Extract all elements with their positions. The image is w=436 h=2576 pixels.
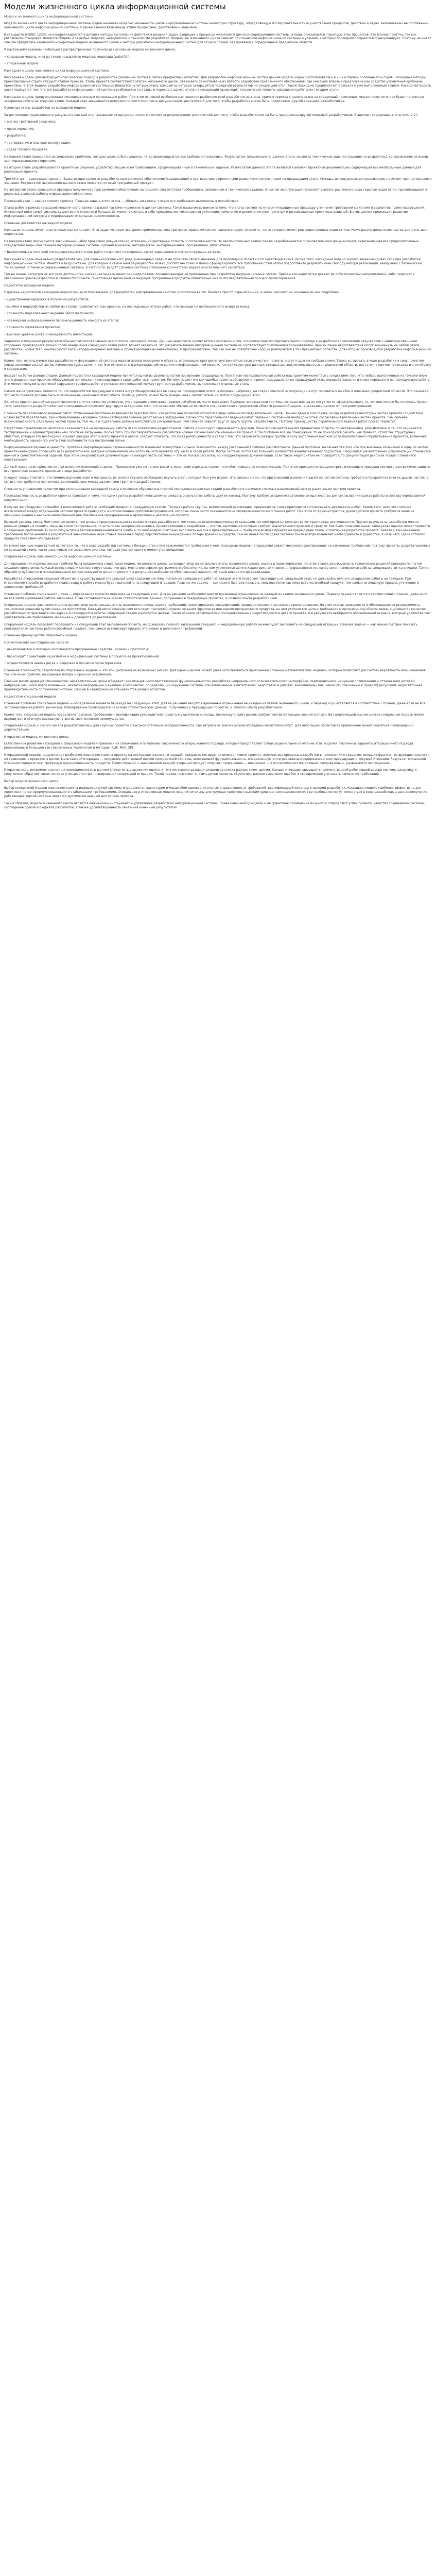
paragraph: На первом этапе проводится исследование проблемы, которая должна быть решена, четко формулируются все требования заказчика. Результатом, полученным на данном этапе, является техническое задание (задание на разработку), согласованное со всеми заинтересованными сторонами.	[4, 155, 428, 163]
paragraph: Последний этап — сдача готового проекта. Главная задача этого этапа — убедить заказчика, что все его требования выполнены в полной мере.	[4, 199, 240, 203]
paragraph: При использовании спиральной модели:	[4, 641, 69, 645]
paragraph: Одной из причин данной ситуации является то, что в качестве экспертов, участвующих в описании предметной области, часто выступают будущие пользователи системы, которые иногда не могут четко сформулировать то, что они хотели бы получить. Кроме того, заказчики и разработчики часто неправильно понимают друг друга вследствие того, что заказчики обычно не являются специалистами в предметной области решаемой задачи, а заказчики далеки от программирования.	[4, 401, 428, 409]
paragraph: Задержка в получении результатов обычно считается главным недостатком каскадной схемы. Данный недостаток проявляется в основном в том, что вследствие последовательного подхода к разработке согласование результатов с заинтересованными сторонами производится только после завершения очередного этапа работ. Может оказаться, что разрабатываемая информационная система не соответствует требованиям пользователей, причем такие несоответствия могут возникнуть на любом этапе разработки; кроме того, ошибки могут быть непреднамеренно внесены и проектировщиками-аналитиками, и программистами, так как они не обязательно хорошо разбираются в тех предметных областях, для которых производится разработка информационной системы.	[4, 340, 431, 356]
paragraph: Естественное развитие каскадной и спиральной моделей привело к их сближению и появлению современного итерационного подхода, который представляет собой рациональное сочетание этих моделей. Различные варианты итерационного подхода реализованы в большинстве современных технологий и методов (RUP, MSF, XP).	[4, 742, 413, 750]
paragraph: Каскадная модель изначально разрабатывалась для решения различного рода инженерных задач и не потеряла своего значения для прикладной области и по настоящее время. Кроме того, каскадный подход хорошо зарекомендовал себя при разработке информационных систем. Имеется в виду системы, для которых в самом начале разработки можно достаточно точно и полно сформулировать все требования с тем чтобы предоставить разработчикам свободу выбора реализации, наилучшей с технической точки зрения. В такие информационные системы, в частности, входят сложные системы с большим количеством задач вычислительного характера.	[4, 258, 422, 269]
paragraph: Итеративность, инкрементальность и эволюционность в данном случае есть выражение одного и того же смысла разными словами со слегка разных точек зрения. Каждая итерация завершается демонстрацией работающей версии системы заказчику и получением обратной связи, которая учитывается при планировании следующей итерации. Такой подход позволяет снизить риски проекта, обеспечить раннее выявление ошибок и своевременно учитывать изменения требований.	[4, 769, 417, 776]
paragraph: Самым же неприятным является то, что недоработки предыдущего этапа могут обнаруживаться не сразу на последующем этапе, а позднее (например, на стадии опытной эксплуатации могут проявиться ошибки в описании предметной области). Это означает, что часть проекта должна быть возвращена на начальный этап работы. Вообще, работа может быть возвращена с любого этапа на любой предыдущий этап.	[4, 389, 429, 397]
paragraph: Разработка итерациями отражает объективно существующий спиральный цикл создания системы. Неполное завершение работ на каждом этапе позволяет переходить на следующий этап, не дожидаясь полного завершения работы на текущем. При итеративном способе разработки недостающую работу можно будет выполнить на следующей итерации. Главная же задача — как можно быстрее показать пользователям системы работоспособный продукт, тем самым активизируя процесс уточнения и дополнения требований.	[4, 578, 419, 589]
paragraph: Недостатки спиральной модели	[4, 695, 56, 699]
paragraph: Основные преимущества спиральной модели	[4, 634, 78, 638]
paragraph: К настоящему времени наибольшее распространение получили две основные модели жизненного цикла:	[4, 48, 176, 52]
paragraph: • высокий уровень риска и ненадежность инвестиций.	[4, 333, 93, 336]
paragraph: Спиральная модель позволяет переходить на следующий этап выполнения проекта, не дожидаясь полного завершения текущего — недоделанную работу можно будет выполнить на следующей итерации. Главная задача — как можно быстрее показать пользователям системы работоспособный продукт, тем самым активизируя процесс уточнения и дополнения требований.	[4, 623, 417, 631]
paragraph: Данный недостаток проявляется при внесении изменений в проект. Приходится уже не только вносить изменения в документацию, но и обеспечивать ее синхронизацию. При этом приходится предусмотреть и механизм проверки соответствия документации на все проектные решения, принятые в ходе разработки.	[4, 465, 431, 473]
page-title: Модели жизненного цикла информационной системы	[4, 2, 226, 11]
paragraph: Для преодоления перечисленных проблем была предложена спиральная модель жизненного цикла, делающая упор на начальные этапы жизненного цикла: анализ и проектирование. На этих этапах реализуемость технических решений проверяется путем создания прототипов. Каждый виток спирали соответствует созданию фрагмента или версии программного обеспечения, на нем уточняются цели и характеристики проекта, определяется его качество и планируются работы следующего витка спирали. Таким образом углубляются и последовательно конкретизируются детали проекта и в результате выбирается обоснованный вариант, который доводится до реализации.	[4, 562, 429, 574]
paragraph: • существенная задержка в получении результатов;	[4, 298, 90, 302]
paragraph: • ошибки и недоработки на любом из этапов проявляются, как правило, на последующих этапах работ, что приводит к необходимости возврата назад;	[4, 305, 251, 309]
paragraph: Основные этапы разработки по каскадной модели	[4, 107, 86, 110]
breadcrumb[interactable]: Модели жизненного цикла информационной системы	[4, 15, 93, 19]
paragraph: • разработка;	[4, 134, 26, 138]
paragraph: Выбор конкретной модели жизненного цикла информационной системы определяется характером и масштабом проекта, степенью определенности требований, квалификацией команды и сроками разработки. Каскадная модель наиболее эффективна для проектов с четко сформулированными и стабильными требованиями. Спиральная и итеративная модели предпочтительны для крупных проектов с высоким уровнем неопределенности, где требования могут изменяться в ходе разработки, а раннее получение работающих версий системы является критически важным для успеха проекта.	[4, 787, 427, 799]
paragraph: Каскадная модель жизненного цикла информационной системы	[4, 69, 109, 73]
paragraph: Главные риски: дефицит специалистов; нереалистичные сроки и бюджет; реализация несоответствующей функциональности; разработка неправильного пользовательского интерфейса; перфекционизм, ненужная оптимизация и оттачивание деталей; непрекращающийся поток изменений; нехватка информации о внешних компонентах, определяющих окружение системы или вовлеченных в интеграцию; недостатки в работах, выполняемых внешними (по отношению к проекту) ресурсами; недостаточная производительность получаемой системы; разрыв в квалификации специалистов разных областей.	[4, 680, 423, 692]
document-page	[0, 0, 436, 813]
paragraph: Основная особенность разработки по спиральной модели — это концентрация на возможных рисках. Для оценки рисков может даже использоваться приложение сложных математических моделей, которые позволяют рассчитать вероятность возникновения тех или иных проблем, ожидаемые потери и сроки их устранения.	[4, 669, 426, 676]
article-body	[0, 22, 436, 810]
paragraph: Спиральная модель с самого начала разрабатывалась для крупных проектов с высокой степенью неопределенности, где затраты на анализ рисков оправданы масштабом работ. Для небольших проектов ее применение может оказаться неоправданно дорогостоящим.	[4, 724, 414, 732]
paragraph: • анализ требований заказчика;	[4, 121, 57, 124]
paragraph: • Выполняемые в логичной последовательности этапы работ позволяют планировать сроки завершения и соответствующие затраты.	[4, 251, 222, 255]
paragraph: Каскадная модель предусматривает последовательную организацию работ. При этом основной особенностью является разбиение всей разработки на этапы, причем переход с одного этапа на следующий происходит только после того, как будет полностью завершена работа на текущем этапе. Каждый этап завершается выпуском полного комплекта документации, достаточной для того, чтобы разработка могла быть продолжена другой командой разработчиков.	[4, 95, 424, 103]
paragraph: Итеративная модель жизненного цикла	[4, 735, 69, 739]
paragraph: • накапливаются и повторно используются программные средства, модели и прототипы;	[4, 648, 149, 652]
paragraph: Кроме того, используемые при разработке информационной системы модели автоматизируемого объекта, отвечающие критериям внутренней согласованности и полноты, могут к другим соображениям. Также устаревать в ходе разработки в силу принятия новых законодательных актов, изменения курса валют и т.п. Это относится к функциональной модели и к информационной модели, так как структуры данных, которые должны использоваться в предметной области, достаточно прочно привязаны и к ее объему и содержанию.	[4, 359, 431, 371]
paragraph: На четвертом этапе проводится проверка полученного программного обеспечения на предмет соответствия требованиям, заявленным в техническом задании. Опытная эксплуатация позволяет выявить различного рода скрытые недостатки, проявляющиеся в реальных условиях работы информационной системы.	[4, 189, 427, 196]
paragraph: • чрезмерная информационная перенасыщенность каждого из этапов;	[4, 319, 119, 323]
paragraph: Сложность параллельного ведения работ. Отмеченные проблемы возникают вследствие того, что работа над проектом строится в виде цепочки последовательных шагов. Причем даже в том случае, когда разработку некоторых частей проекта (подсистем) можно вести параллельно, при использовании каскадной схемы распараллеливание работ весьма затруднено. Сложности параллельного ведения работ связаны с постоянной необходимостью согласования различных частей проекта. Чем сильнее взаимозависимость отдельных частей проекта, тем чаще и тщательнее должна выполняться синхронизация, тем сильнее зависят друг от друга группы разработчиков. Поэтому преимущества параллельного ведения работ просто теряются.	[4, 412, 423, 423]
paragraph: Итерационный подход предполагает разбиение жизненного цикла проекта на последовательность итераций, каждая из которых напоминает «мини-проект», включая все процессы разработки в применении к созданию меньших фрагментов функциональности по сравнению с проектом в целом. Цель каждой итерации — получение работающей версии программной системы, включающей функциональность, определенную интегрированным содержанием всех предыдущих и текущей итерации. Результат финальной итерации содержит всю требуемую функциональность продукта. Таким образом, с завершением каждой итерации продукт получает приращение — инкремент — к его возможностям, которые, следовательно, развиваются эволюционно.	[4, 753, 430, 765]
paragraph: Модели жизненного цикла информационной системы Будем называть моделью жизненного цикла информационной системы некоторую структуру, определяющую последовательность осуществления процессов, действий и задач, выполняемых на протяжении жизненного цикла информационной системы, а также взаимосвязи между этими процессами, действиями и задачами.	[4, 22, 429, 29]
paragraph: Высокий уровень риска. Чем сложнее проект, тем дольше продолжительность каждого этапа разработки и тем сложнее взаимосвязи между отдельными частями проекта, количество которых также увеличивается. Причем результаты разработки можно реально увидеть и оценить лишь на этапе тестирования, то есть после завершения анализа, проектирования и разработки — этапов, выполнение которых требует значительного времени и средств. Как было отмечено выше, запоздалая оценка может привести к серьезным проблемам. Если по результатам тестирования выявляются ошибки, то необходимо повторно выполнить анализ и проектирование — требуется возврат проекта на предыдущие этапы и повторная разработка проекта. Вместе с тем изменение требований после анализа и разработки в значительной мере ставит заказчика перед перспективой вынужденных потерь времени и средств. Тем не менее после сдачи системы почти всегда возникает необходимость в доработке, в силу чего сдачу готового продукта постоянно откладывают.	[4, 521, 430, 541]
paragraph: Таким образом, модель жизненного цикла является важнейшим инструментом управления разработкой информационной системы. Правильный выбор модели и ее грамотное применение во многом определяют успех проекта, качество создаваемой системы, соблюдение сроков и бюджета разработки, а также удовлетворенность заказчика конечным результатом.	[4, 802, 425, 809]
paragraph: В случае же обнаружения ошибок в выполненной работе необходим возврат к предыдущим этапам. Текущая работа группы, выполняющей реализацию, прерывается, снова приходится согласовывать результаты работ. Кроме того, наличие сложных взаимосвязей между отдельными частями проекта приводит к многочисленным проблемам управления, которые очень часто сказываются на своевременности выполнения работ. При этом от администратора, руководителя проекта требуется наличие обширных знаний и высокой квалификации для обеспечения своевременной и эффективной реализации проекта.	[4, 505, 415, 517]
paragraph: Возврат на более ранние стадии. Данный недостаток каскадной модели является одной из разновидностей проявления предыдущего. Поэтапная последовательная работа над проектом может быть следствием того, что любые, выполненные на том или ином этапе решения, как правило, обнаруживаются только на последующих этапах работ над проектом. Потому, после того как ошибка проекта обнаружена, проект возвращается на предыдущий этап, перерабатывается и снова передается на последующую работу. Это может послужить причиной нарушения графика работ и усложнения отношений между группами разработчиков, выполняющих отдельные этапы.	[4, 375, 431, 386]
paragraph: • происходит ориентация на развитие и модификацию системы в процессе ее проектирования;	[4, 655, 160, 658]
paragraph: За достижение существенного результата каждый этап завершается выпуском полного комплекта документации, достаточной для того, чтобы разработка могла быть продолжена другой командой разработчиков. Выделяют следующие этапы (рис. 2.2):	[4, 113, 418, 117]
paragraph: • проектирование;	[4, 127, 34, 131]
paragraph: • сложность параллельного ведения работ по проекту;	[4, 312, 94, 316]
paragraph: Спиральная модель жизненного цикла информационной системы	[4, 555, 111, 559]
paragraph: • спиральная модель.	[4, 62, 40, 66]
paragraph: Спиральная модель жизненного цикла делает упор на начальные этапы жизненного цикла: анализ требований, проектирование спецификаций, предварительное и детальное проектирование. На этих этапах проверяется и обосновывается реализуемость технических решений путем создания прототипов. Каждый виток спирали соответствует поэтапной модели создания фрагмента или версии программного продукта, на нем уточняются цели и требования к программному обеспечению, оценивается качество разработанного фрагмента или версии и планируются работы следующей стадии разработки (витка). Таким образом углубляются и последовательно конкретизируются детали проекта, и в результате выбирается обоснованный вариант, который удовлетворяет действительным требованиям заказчика и доводится до реализации.	[4, 604, 431, 620]
paragraph: Отсутствие параллелизма негативно сказывается и на организации работы всего коллектива разработчиков. Работа одних групп сдерживается другими. Пока производится анализ предметной области, проектировщики, разработчики и те, кто занимается тестированием и администрированием, почти не загружены. Кроме того, при последовательной разработке крайне сложно вносить изменения в проект. Если проблема все же обнаружена, то ее приходится решать, как правило, стоит тех структурных областей, которым это необходимо. Однако каждый этап и всего проекта в целом, следует отметить, что из-за разобщенности в связи с тем, что результаты каждой группы в силу выполнения высокой доли параллельного обрабатывания проектов, возникает необходимость серьезного учета этой особенности при построении плана.	[4, 427, 427, 443]
paragraph: Этапы работ в рамках каскадной модели часто также называют частями «проектного цикла» системы. Такое название возникло потому, что этапы состоят из многих итерационных процедур уточнения требований к системе и вариантов проектных решений. Жизненный цикл самой системы существенно сложнее и больше. Он может включать в себя произвольное число циклов уточнения, изменения и дополнения уже принятых и реализованных проектных решений. В этих циклах происходит развитие информационной системы и модернизация отдельных ее компонентов.	[4, 207, 426, 218]
paragraph: • тестирование и опытная эксплуатация;	[4, 141, 71, 145]
paragraph: Каскадная модель имеет ряд положительных сторон. Благодаря которым все время применялась она при проектировании систем, однако следует отметить, что эта модель имеет ряд существенных недостатков. Ниже рассмотрены основные ее достоинства и недостатки.	[4, 229, 428, 236]
paragraph: Последовательность разработки проекта приводит к тому, что одни группы разработчиков должны ожидать результатов работы других команд. Поэтому требуется административное вмешательство для согласования сроков работы и состава передаваемой документации.	[4, 495, 426, 502]
paragraph: На втором этапе разрабатываются проектные решения, удовлетворяющие всем требованиям, сформулированным в техническом задании. Результатом данного этапа является комплект проектной документации, содержащей все необходимые данные для реализации проекта.	[4, 166, 422, 174]
paragraph: Не менее важным недостатком является и то, что в ходе разработки системы в большинстве случаев изменяются требования к ней. Каскадная модель не предусматривает механизма реагирования на изменение требований, поэтому проекты, разрабатываемые по каскадной схеме, часто заканчиваются созданием системы, которая уже устарела к моменту ее внедрения.	[4, 544, 431, 552]
paragraph: Информационная перенасыщенность. Проблема информационной перенасыщенности возникает вследствие сильной зависимости между различными группами разработчиков. Данная проблема заключается в том, что при внесении изменений в одну из частей проекта необходимо оповещать всех разработчиков, которые использовали или могли бы использовать эту часть в своей работе. Когда система состоит из большого количества взаимосвязанных подсистем, синхронизация внутренней документации становится важной и самостоятельной задачей. При этом синхронизация документации на каждую часть системы — это не только рассылка, но и корректировка документации. Если такие мероприятия не проводятся, то документация рано или поздно становится неактуальной.	[4, 446, 431, 462]
paragraph: Основная проблема спиральной модели — определение момента перехода на следующий этап. Для ее решения вводятся временные ограничения на каждый из этапов жизненного цикла, и переход осуществляется в соответствии с планом, даже если не вся запланированная работа закончена. Планирование производится на основе статистических данных, полученных в предыдущих проектах, и личного опыта разработчиков.	[4, 702, 425, 710]
paragraph: Недостатки каскадной модели	[4, 284, 54, 287]
paragraph: • осуществляется анализ риска и издержек в процессе проектирования.	[4, 662, 123, 666]
paragraph: • каскадная модель, иногда также называемая моделью водопада (waterfall);	[4, 55, 131, 59]
paragraph: Каскадная модель демонстрирует классический подход к разработке различных систем в любых предметных областях. Для разработки информационных систем данная модель широко использовалась в 70-х и первой половине 80-х годов. Каскадные методы проектирования строго следуют этапам проекта. Этапы проекта соответствуют этапам жизненного цикла. Эта модель заимствована из области разработки программного обеспечения, где она была впервые предложена как средство управления крупными проектами. В этой модели разработка информационной системы разбивается на четыре этапа, каждый из которых завершается передачей результатов на следующий этап. Такой подход не предполагает возврата к уже выполненным этапам. Каскадная модель характеризуется тем, что вся разработка информационной системы разбивается на этапы, и переход с одного этапа на следующий происходит только после полного завершения работы на текущем этапе.	[4, 76, 431, 92]
paragraph: Третий этап — реализация проекта. Здесь осуществляется разработка программного обеспечения (кодирование) в соответствии с проектными решениями, полученными на предыдущем этапе. Методы, используемые для реализации, не имеют принципиального значения. Результатом выполнения данного этапа является готовый программный продукт.	[4, 177, 432, 185]
paragraph: • сдача готового продукта.	[4, 148, 48, 152]
paragraph: • сложность управления проектом;	[4, 326, 62, 330]
paragraph: Основная проблема спирального цикла — определение момента перехода на следующий этап. Для ее решения необходимо ввести временные ограничения на каждый из этапов жизненного цикла. Переход осуществляется в соответствии с планом, даже если не вся запланированная работа закончена. План составляется на основе статистических данных, полученных в предыдущих проектах, и личного опыта разработчиков.	[4, 592, 427, 600]
paragraph: Основные достоинства каскадной модели	[4, 222, 73, 225]
paragraph: Тем не менее, несмотря на все свои достоинства, каскадная модель имеет ряд недостатков, ограничивающих ее применение при разработке информационных систем. Причем эти недостатки делают ее либо полностью неприемлемой, либо приводят к увеличению сроков разработки и стоимости проекта. В настоящее время многие ведущие программные продукты обязательно имели последовательный процесс проектирования.	[4, 273, 415, 281]
paragraph: В стандарте ISO/IEC 12207 не конкретизируются в деталях методы выполнения действий и решения задач, входящих в процессы жизненного цикла информационной системы, а лишь описываются структуры этих процессов. Это вполне понятно, так как регламенты стандарта являются общими для любых моделей, методологий и технологий разработки. Модель же жизненного цикла зависит от специфики информационной системы и условий, в которых последняя создается и функционирует. Поэтому не имеет смысла предлагать какие-либо конкретные модели жизненного цикла и методы разработки информационных систем для общего случая, без привязки к определенной предметной области.	[4, 33, 431, 45]
paragraph: Следует также отметить, что помимо изучения нового материала, во многих случаях необходимо изучать и тот, который был уже изучен. Это связано с тем, что при внесении изменений одной из частей системы требуется переработка многих других частей, в связи с чем требуется постоянное взаимодействие между различными группами разработчиков.	[4, 477, 428, 484]
paragraph: Перечень недостатков каскадной модели при ее использовании для разработки информационных систем достаточно велик. Вначале просто перечислим их, а затем рассмотрим основные из них подробнее:	[4, 291, 340, 295]
paragraph: Кроме того, спиральная модель предъявляет высокие требования к квалификации руководителя проекта и участников команды, поскольку анализ рисков требует соответствующих знаний и опыта. Без надлежащей оценки рисков спиральная модель может выродиться в обычную каскадную, утратив свои основные преимущества.	[4, 713, 425, 721]
paragraph: На каждом этапе формируется законченный набор проектной документации, отвечающий критериям полноты и согласованности. На заключительных этапах также разрабатывается пользовательская документация, охватывающая все предусмотренные стандартами виды обеспечения информационной системы (организационное, методическое, информационное, программное, аппаратное).	[4, 240, 419, 247]
paragraph: Выбор модели жизненного цикла	[4, 779, 59, 783]
paragraph: Сложность управления проектом при использовании каскадной схемы в основном обусловлена строгой последовательностью стадий разработки и наличием сложных взаимосвязей между различными частями проекта.	[4, 487, 361, 491]
